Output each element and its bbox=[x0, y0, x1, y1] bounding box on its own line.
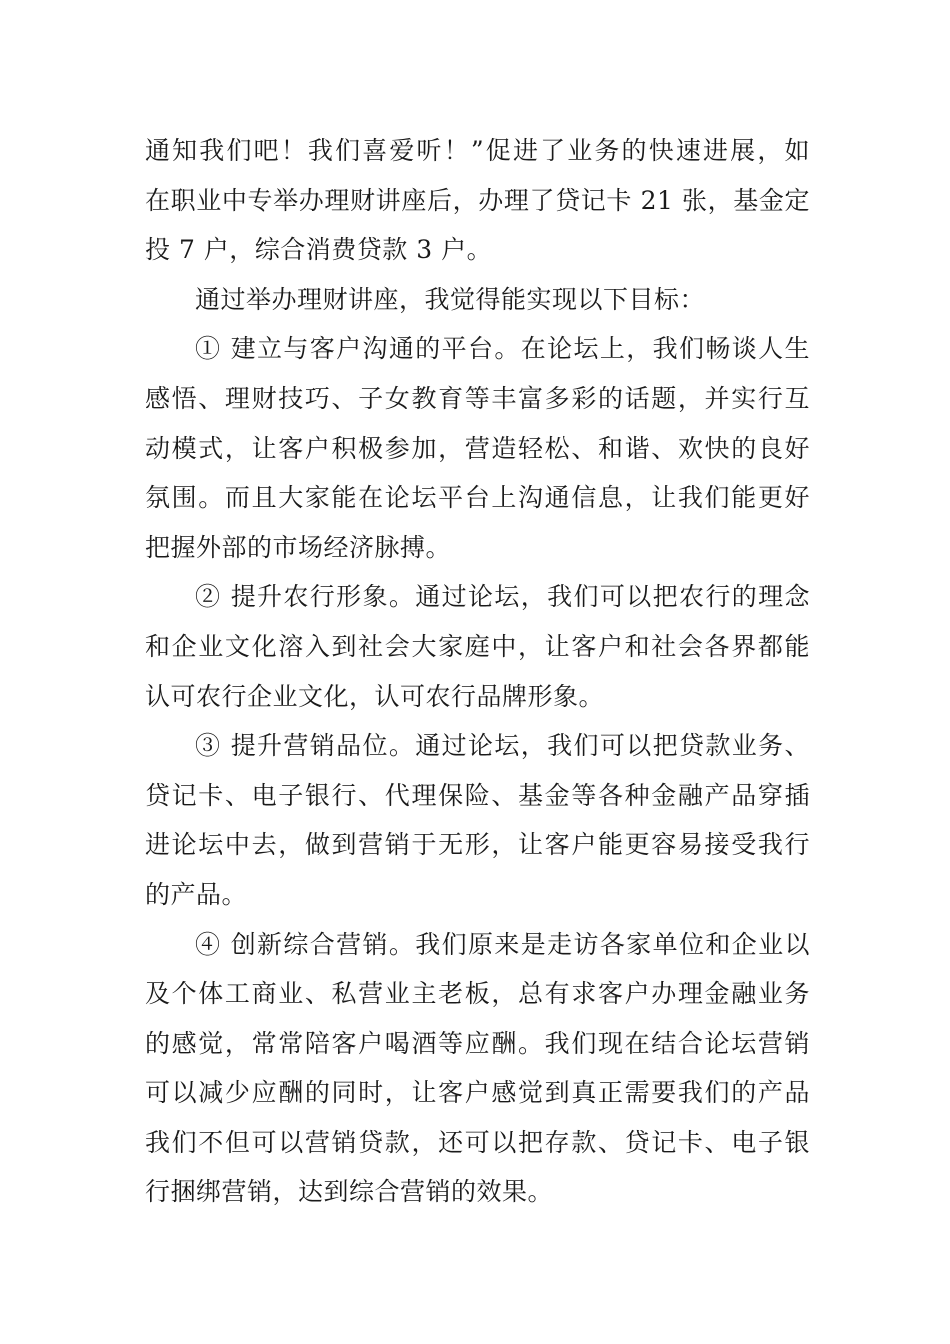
paragraph-2 bbox=[145, 275, 810, 325]
text-line: 的感觉，常常陪客户喝酒等应酬。我们现在结合论坛营销 bbox=[145, 1028, 810, 1058]
document-body bbox=[145, 126, 810, 1217]
text-line: 通过举办理财讲座，我觉得能实现以下目标： bbox=[195, 284, 706, 314]
text-line: 投 7 户，综合消费贷款 3 户。 bbox=[145, 235, 493, 265]
text-line: 在职业中专举办理财讲座后，办理了贷记卡 21 张，基金定 bbox=[145, 185, 810, 215]
text-line: 氛围。而且大家能在论坛平台上沟通信息，让我们能更好 bbox=[145, 483, 810, 513]
text-line: ② 提升农行形象。通过论坛，我们可以把农行的理念 bbox=[195, 582, 810, 612]
text-line: 把握外部的市场经济脉搏。 bbox=[145, 532, 452, 562]
text-line: 我们不但可以营销贷款，还可以把存款、贷记卡、电子银 bbox=[145, 1127, 810, 1157]
paragraph-1 bbox=[145, 126, 810, 275]
text-line: 动模式，让客户积极参加，营造轻松、和谐、欢快的良好 bbox=[145, 433, 810, 463]
text-line: ④ 创新综合营销。我们原来是走访各家单位和企业以 bbox=[195, 929, 810, 959]
text-line: 的产品。 bbox=[145, 879, 248, 909]
paragraph-3 bbox=[145, 324, 810, 572]
text-line: 可以减少应酬的同时，让客户感觉到真正需要我们的产品 bbox=[145, 1078, 810, 1108]
text-line: ① 建立与客户沟通的平台。在论坛上，我们畅谈人生 bbox=[195, 334, 810, 364]
text-line: 认可农行企业文化，认可农行品牌形象。 bbox=[145, 681, 605, 711]
text-line: 行捆绑营销，达到综合营销的效果。 bbox=[145, 1177, 554, 1207]
text-line: 通知我们吧！我们喜爱听！”促进了业务的快速进展，如 bbox=[145, 136, 810, 165]
paragraph-6 bbox=[145, 920, 810, 1218]
text-line: 进论坛中去，做到营销于无形，让客户能更容易接受我行 bbox=[145, 830, 810, 860]
text-line: 和企业文化溶入到社会大家庭中，让客户和社会各界都能 bbox=[145, 631, 810, 661]
text-line: 及个体工商业、私营业主老板，总有求客户办理金融业务 bbox=[145, 979, 810, 1009]
text-line: 感悟、理财技巧、子女教育等丰富多彩的话题，并实行互 bbox=[145, 383, 810, 413]
text-line: 贷记卡、电子银行、代理保险、基金等各种金融产品穿插 bbox=[145, 780, 810, 810]
paragraph-5 bbox=[145, 721, 810, 919]
paragraph-4 bbox=[145, 572, 810, 721]
text-line: ③ 提升营销品位。通过论坛，我们可以把贷款业务、 bbox=[195, 731, 810, 761]
